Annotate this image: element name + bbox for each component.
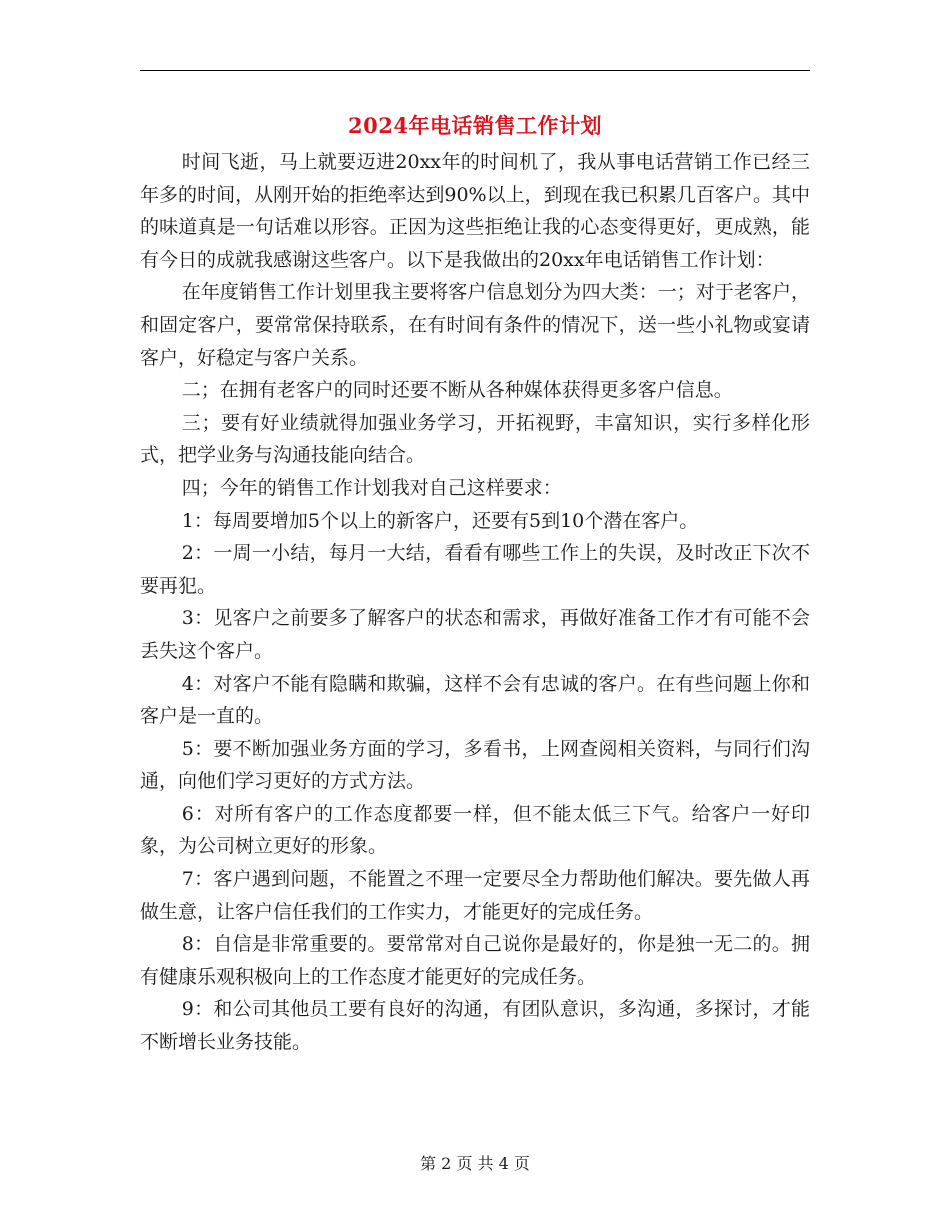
- paragraph-requirement-2: 2：一周一小结，每月一大结，看看有哪些工作上的失误，及时改正下次不要再犯。: [140, 542, 810, 597]
- paragraph-requirement-6: 6：对所有客户的工作态度都要一样，但不能太低三下气。给客户一好印象，为公司树立更好的形象。: [140, 802, 810, 858]
- paragraph-item-two: 二；在拥有老客户的同时还要不断从各种媒体获得更多客户信息。: [181, 379, 733, 402]
- paragraph-intro: 时间飞逝，马上就要迈进20xx年的时间机了，我从事电话营销工作已经三年多的时间，从刚开始的拒绝率达到90%以上，到现在我已积累几百客户。其中的味道真是一句话难以形容。正因为这些拒绝让我的心态变得更好，更成熟，能有今日的成就我感谢这些客户。以下是我做出的20xx年电话销售工作计划：: [140, 151, 810, 271]
- document-body: [140, 146, 810, 1059]
- header-rule: [140, 70, 810, 71]
- paragraph-item-four: 四；今年的销售工作计划我对自己这样要求：: [181, 476, 562, 499]
- paragraph-requirement-4: 4：对客户不能有隐瞒和欺骗，这样不会有忠诚的客户。在有些问题上你和客户是一直的。: [140, 672, 810, 728]
- paragraph-requirement-3: 3：见客户之前要多了解客户的状态和需求，再做好准备工作才有可能不会丢失这个客户。: [140, 607, 810, 662]
- paragraph-item-three: 三；要有好业绩就得加强业务学习，开拓视野，丰富知识，实行多样化形式，把学业务与沟通技能向结合。: [140, 411, 810, 467]
- paragraph-requirement-8: 8：自信是非常重要的。要常常对自己说你是最好的，你是独一无二的。拥有健康乐观积极向上的工作态度才能更好的完成任务。: [140, 933, 810, 988]
- paragraph-requirement-1: 1：每周要增加5个以上的新客户，还要有5到10个潜在客户。: [181, 509, 699, 532]
- page-number-label: 第 2 页 共 4 页: [420, 1154, 530, 1173]
- document-title: 2024年电话销售工作计划: [348, 113, 602, 138]
- paragraph-requirement-7: 7：客户遇到问题，不能置之不理一定要尽全力帮助他们解决。要先做人再做生意，让客户信任我们的工作实力，才能更好的完成任务。: [140, 868, 810, 923]
- paragraph-categories: 在年度销售工作计划里我主要将客户信息划分为四大类：一；对于老客户，和固定客户，要常常保持联系，在有时间有条件的情况下，送一些小礼物或宴请客户，好稳定与客户关系。: [140, 281, 810, 369]
- page-footer: [140, 1152, 810, 1176]
- paragraph-requirement-5: 5：要不断加强业务方面的学习，多看书，上网查阅相关资料，与同行们沟通，向他们学习更好的方式方法。: [140, 737, 810, 793]
- paragraph-requirement-9: 9：和公司其他员工要有良好的沟通，有团队意识，多沟通，多探讨，才能不断增长业务技能。: [140, 998, 810, 1054]
